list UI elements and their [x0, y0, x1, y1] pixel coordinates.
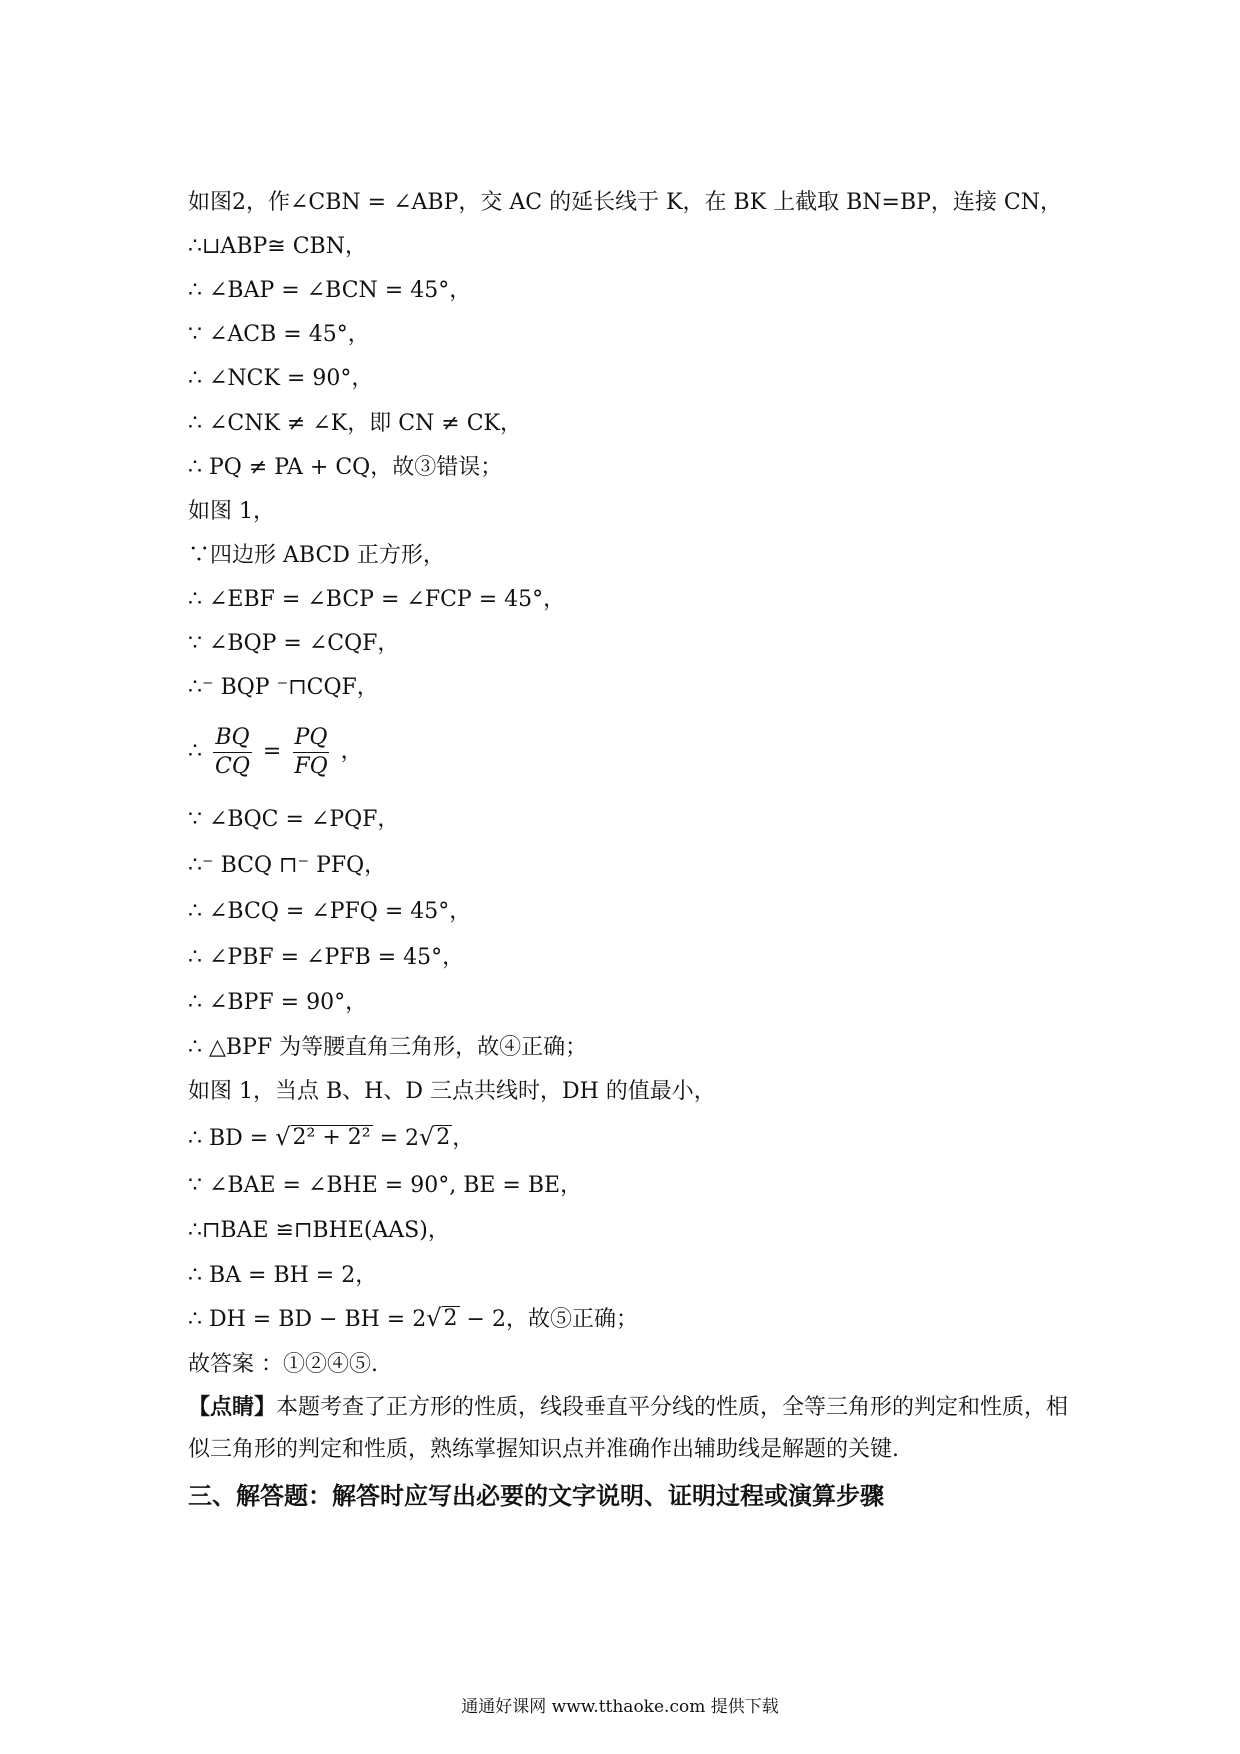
radicand: 2	[436, 1125, 451, 1150]
radical-sign-icon: √	[275, 1123, 291, 1151]
fraction-right-numerator: PQ	[293, 724, 330, 753]
solution-line: ∵ ∠BQP = ∠CQF，	[188, 631, 400, 656]
solution-line: ∴⁻ BCQ ⊓⁻ PFQ，	[188, 853, 387, 878]
solution-line: ∴ ∠NCK = 90°，	[188, 366, 374, 391]
fraction-equals: =	[262, 739, 282, 764]
solution-line: ∵四边形 ABCD 正方形，	[188, 543, 445, 568]
solution-line: ∴ ∠BPF = 90°，	[188, 990, 368, 1015]
square-root	[275, 1124, 372, 1150]
fraction-prefix: ∴	[188, 739, 202, 764]
analysis-paragraph	[188, 1390, 1068, 1426]
fraction-left-numerator: BQ	[213, 724, 251, 753]
solution-line: ∵ ∠BAE = ∠BHE = 90°, BE = BE，	[188, 1173, 583, 1198]
sqrt2-prefix: ∴ DH = BD − BH = 2	[188, 1307, 427, 1332]
solution-line: ∴⊓BAE ≌⊓BHE(AAS)，	[188, 1218, 450, 1243]
solution-line: ∴ BA = BH = 2，	[188, 1263, 378, 1288]
radical-sign-icon: √	[426, 1304, 442, 1332]
solution-line: 如图2，作∠CBN = ∠ABP，交 AC 的延长线于 K，在 BK 上截取 BN=BP，连接 CN，	[188, 190, 1063, 215]
fraction-equation	[188, 720, 363, 784]
fraction-right	[292, 724, 329, 781]
solution-line: ∴⊔ABP≅ CBN，	[188, 234, 367, 259]
sqrt-equation-dh	[188, 1305, 638, 1335]
solution-line: ∵ ∠BQC = ∠PQF，	[188, 807, 400, 832]
radical-sign-icon: √	[419, 1123, 435, 1151]
fraction-left-denominator: CQ	[215, 753, 250, 779]
square-root	[419, 1124, 452, 1150]
solution-line: ∴ ∠PBF = ∠PFB = 45°，	[188, 945, 465, 970]
sqrt-middle: = 2	[372, 1126, 419, 1151]
solution-line: ∴ ∠BCQ = ∠PFQ = 45°，	[188, 899, 472, 924]
section-heading: 三、解答题：解答时应写出必要的文字说明、证明过程或演算步骤	[188, 1482, 884, 1510]
sqrt-prefix: ∴ BD =	[188, 1126, 276, 1151]
solution-line: ∴ ∠CNK ≠ ∠K，即 CN ≠ CK，	[188, 411, 522, 436]
solution-line: ∴ △BPF 为等腰直角三角形，故④正确；	[188, 1035, 588, 1060]
page-footer: 通通好课网 www.tthaoke.com 提供下载	[461, 1697, 779, 1717]
square-root	[426, 1305, 459, 1331]
fraction-left	[213, 724, 252, 781]
solution-line: ∴ PQ ≠ PA + CQ，故③错误；	[188, 455, 503, 480]
solution-line: ∴ ∠EBF = ∠BCP = ∠FCP = 45°，	[188, 587, 566, 612]
sqrt2-suffix: − 2，故⑤正确；	[459, 1307, 638, 1332]
solution-line: 如图 1，当点 B、H、D 三点共线时，DH 的值最小，	[188, 1079, 716, 1104]
sqrt-suffix: ，	[452, 1126, 475, 1151]
radicand: 2	[443, 1306, 458, 1331]
analysis-text-1: 本题考查了正方形的性质，线段垂直平分线的性质，全等三角形的判定和性质，相	[276, 1395, 1069, 1420]
radicand: 2² + 2²	[292, 1125, 371, 1150]
solution-line: ∵ ∠ACB = 45°，	[188, 322, 370, 347]
analysis-text-2: 似三角形的判定和性质，熟练掌握知识点并准确作出辅助线是解题的关键.	[188, 1437, 899, 1462]
solution-line: 如图 1，	[188, 499, 275, 524]
fraction-suffix: ，	[340, 739, 363, 764]
solution-line: ∴ ∠BAP = ∠BCN = 45°，	[188, 278, 472, 303]
sqrt-equation-bd	[188, 1124, 474, 1154]
solution-line: ∴⁻ BQP ⁻⊓CQF，	[188, 675, 379, 700]
answer-line: 故答案 ：①②④⑤.	[188, 1352, 378, 1377]
fraction-right-denominator: FQ	[294, 753, 328, 779]
analysis-tag: 【点睛】	[188, 1395, 277, 1420]
